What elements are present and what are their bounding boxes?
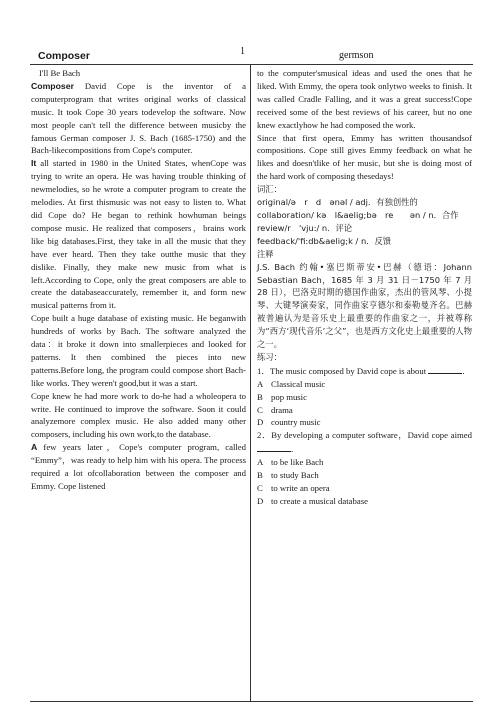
paragraph-4: Cope knew he had more work to do-he had a wholeopera to write. He continued to improve the software. Soon it could analyzemore complex music. He also added many other composers, including his own work,to the database. (31, 390, 246, 440)
option[interactable] (257, 391, 472, 404)
option-text: Classical music (271, 378, 326, 389)
vocab-item: original/ə r d ənəl / adj．有独创性的 (257, 197, 418, 208)
option-letter: A (257, 457, 264, 468)
option[interactable] (257, 416, 472, 429)
paragraph-2 (31, 157, 246, 312)
answer-blank[interactable] (428, 364, 465, 376)
note-bach: J.S. Bach 约翰•塞巴斯蒂安•巴赫（德语：Johann Sebastian Bach，1685 年 3 月 31 日－1750 年 7 月 28 日），巴洛克时期的德国作曲家，杰出的管风琴、小提琴、大键琴演奏家，同作曲家亨德尔和泰勒曼齐名。巴赫被普遍认为是音乐史上最重要的作曲家之一，并被尊称为“西方‘现代音乐’之父”，也是西方文化史上最重要的人物之一。 (257, 261, 472, 350)
option-text: country music (271, 417, 321, 428)
question-2 (257, 429, 472, 456)
question-1 (257, 364, 472, 378)
question-2-text: 2．By developing a computer software，David cope aimed (257, 430, 472, 441)
article-title: I'll Be Bach (39, 68, 81, 78)
paragraph-1-lead: Composer (31, 80, 74, 91)
question-2-options (257, 456, 472, 508)
header-author: germson (339, 50, 374, 61)
option[interactable] (257, 469, 472, 482)
question-1-text: 1．The music composed by David cope is about (257, 365, 427, 376)
answer-blank[interactable] (257, 442, 294, 455)
option[interactable] (257, 456, 472, 469)
option-letter: B (257, 391, 263, 402)
option-text: to write an opera (271, 483, 330, 493)
page-number: 1 (240, 46, 245, 57)
paragraph-5-body: few years later，Cope's computer program, called “Emmy”，was ready to help him with his opera. The process required a lot ofcollaboration between the composer and Emmy. Cope listened (31, 442, 246, 491)
right-column (257, 67, 472, 508)
option[interactable] (257, 404, 472, 417)
option-letter: A (257, 378, 264, 389)
option-letter: C (257, 483, 263, 493)
paragraph-6: to the computer'smusical ideas and used the ones that he liked. With Emmy, the opera took onlytwo weeks to finish. It was called Cradle Falling, and it was a great success!Cope received some of the best reviews of his career, but no one knew exactlyhow he had composed the work. (257, 68, 472, 130)
option[interactable] (257, 378, 472, 391)
vocab-heading: 词汇： (257, 184, 282, 195)
paragraph-1-body: David Cope is the inventor of a computerprogram that writes original works of classical music. It took Cope 30 years todevelop the software. Now most people can't tell the difference between musicby the famous German composer J. S. Bach (1685-1750) and the Bach-likecompositions from Cope's computer. (31, 80, 246, 156)
vocab-item: review/r 'vju:/ n．评论 (257, 222, 353, 233)
option-letter: B (257, 470, 263, 481)
option-letter: D (257, 417, 264, 428)
option-text: to study Bach (271, 470, 319, 481)
left-column (31, 67, 246, 493)
option[interactable] (257, 482, 472, 495)
option-letter: D (257, 495, 264, 506)
header-rule (30, 64, 473, 65)
question-1-end: . (462, 365, 465, 376)
question-2-end: . (291, 444, 294, 455)
option-letter: C (257, 404, 263, 415)
vocab-item: feedback/'fi:db&aelig;k / n．反馈 (257, 235, 392, 246)
paragraph-2-lead: It (31, 158, 37, 169)
option-text: drama (271, 404, 293, 415)
question-1-options (257, 378, 472, 430)
notes-heading: 注释 (257, 248, 274, 259)
paragraph-1 (31, 80, 246, 157)
column-divider (250, 64, 251, 701)
paragraph-3: Cope built a huge database of existing music. He beganwith hundreds of works by Bach. The software analyzed the data：it broke it down into smallerpieces and looked for patterns. It then combined the pieces into new patterns.Before long, the program could compose short Bach-like works. They weren't good,but it was a start. (31, 313, 246, 388)
option-text: to create a musical database (271, 495, 368, 506)
exercise-heading: 练习： (257, 351, 282, 362)
option[interactable] (257, 495, 472, 508)
paragraph-2-body: all started in 1980 in the United States, whenCope was trying to write an opera. He was having trouble thinking of newmelodies, so he wrote a computer program to create the melodies. At first thismusic was not easy to listen to. What did Cope do? He began to rethink howhuman beings compose music. He realized that composers，brains work like big databases.First, they take in all the music that they have ever heard. Then they take outthe music that they dislike. Finally, they make new music from what is left.According to Cope, only the great composers are able to create the databaseaccurately, remember it, and form new musical patterns from it. (31, 158, 246, 311)
option-text: to be like Bach (271, 457, 324, 468)
paragraph-7: Since that first opera, Emmy has written thousandsof compositions. Cope still gives Emmy feedback on what he likes and doesn'tlike of her music, but she is doing most of the hard work of composing thesedays! (257, 132, 472, 182)
paragraph-5-lead: A (31, 442, 38, 453)
header-title: Composer (38, 50, 90, 62)
paragraph-5 (31, 441, 246, 493)
option-text: pop music (271, 391, 307, 402)
vocab-item: collaboration/ kə l&aelig;bə re ən / n．合作 (257, 209, 459, 220)
footer-rule (30, 701, 473, 702)
